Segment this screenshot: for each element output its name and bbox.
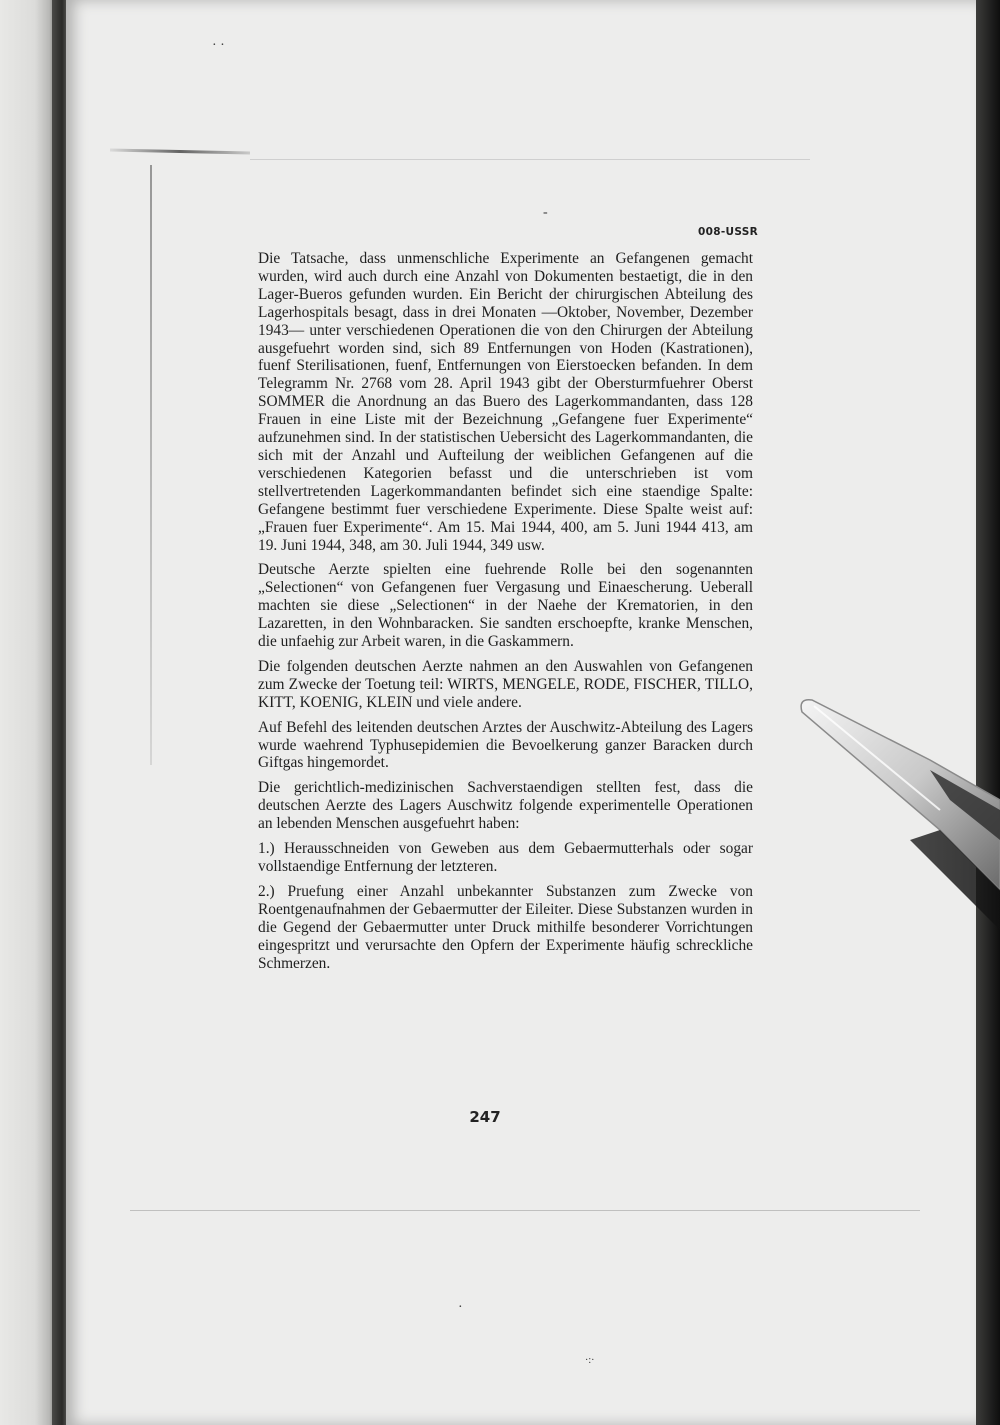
list-item-1: 1.) Herausschneiden von Geweben aus dem Gebaermutterhals oder sogar vollstaendige Entfernung der letzteren. (258, 840, 753, 875)
page-number: 247 (469, 1108, 501, 1126)
document-body (258, 250, 753, 979)
list-item-2: 2.) Pruefung einer Anzahl unbekannter Substanzen zum Zwecke von Roentgenaufnahmen der Gebaermutter der Eileiter. Diese Substanzen wurden in die Gegend der Gebaermutter unter Druck mithilfe besonderer Vorrichtungen eingespritzt und verursachte den Opfern der Experimente häufig schreckliche Schmerzen. (258, 882, 753, 972)
paragraph-doctors-list: Die folgenden deutschen Aerzte nahmen an den Auswahlen von Gefangenen zum Zwecke der Toetung teil: WIRTS, MENGELE, RODE, FISCHER, TILLO, KITT, KOENIG, KLEIN und viele andere. (258, 657, 753, 711)
speck-mark: - (543, 205, 548, 220)
paragraph-typhus-gassing: Auf Befehl des leitenden deutschen Arztes der Auschwitz-Abteilung des Lagers wurde waehrend Typhusepidemien die Bevoelkerung ganzer Baracken durch Giftgas hingemordet. (258, 718, 753, 772)
document-reference: 008-USSR (698, 226, 758, 238)
paragraph-experts-findings: Die gerichtlich-medizinischen Sachverstaendigen stellten fest, dass die deutschen Aerzte des Lagers Auschwitz folgende experimentelle Operationen an lebenden Menschen ausgefuehrt haben: (258, 779, 753, 833)
tweezers-pointer (790, 690, 1000, 950)
paragraph-selections: Deutsche Aerzte spielten eine fuehrende Rolle bei den sogenannten „Selectionen“ von Gefangenen fuer Vergasung und Einaescherung. Ueberall machten sie diese „Selectionen“ in der Naehe der Krematorien, in den Lazaretten, in den Wohnbaracken. Sie sandten erschoepfte, kranke Menschen, die unfaehig zur Arbeit waren, in die Gaskammern. (258, 561, 753, 651)
bottom-faint-rule (130, 1210, 920, 1211)
speck-mark: ·:· (585, 1355, 595, 1366)
paragraph-camp-documents: Die Tatsache, dass unmenschliche Experimente an Gefangenen gemacht wurden, wird auch durch eine Anzahl von Dokumenten bestaetigt, die in den Lager-Bueros gefunden wurden. Ein Bericht der chirurgischen Abteilung des Lagerhospitals besagt, dass in drei Monaten —Oktober, November, Dezember 1943— unter verschiedenen Operationen die von den Chirurgen der Abteilung ausgefuehrt worden sind, sich 89 Entfernungen von Hoden (Kastrationen), fuenf Sterilisationen, fuenf, Entfernungen von Eierstoecken befanden. In dem Telegramm Nr. 2768 vom 28. April 1943 gibt der Obersturmfuehrer Oberst SOMMER die Anordnung an das Buero des Lagerkommandanten, dass 128 Frauen in eine Liste mit der Bezeichnung „Gefangene fuer Experimente“ aufzunehmen sind. In der statistischen Uebersicht des Lagerkommandanten, die sich mit der Anzahl und Aufteilung der weiblichen Gefangenen auf die verschiedenen Kategorien befasst und die unterschrieben ist vom stellvertretenden Lagerkommandanten befindet sich eine staendige Spalte: Gefangene bestimmt fuer verschiedene Experimente. Diese Spalte weist auf: „Frauen fuer Experimente“. Am 15. Mai 1944, 400, am 5. Juni 1944 413, am 19. Juni 1944, 348, am 30. Juli 1944, 349 usw. (258, 250, 753, 554)
top-faint-rule (250, 159, 810, 160)
adjacent-page-edge (0, 0, 58, 1425)
speck-mark: · · (212, 38, 225, 53)
speck-mark: · (458, 1300, 463, 1315)
left-margin-rule (150, 165, 152, 765)
